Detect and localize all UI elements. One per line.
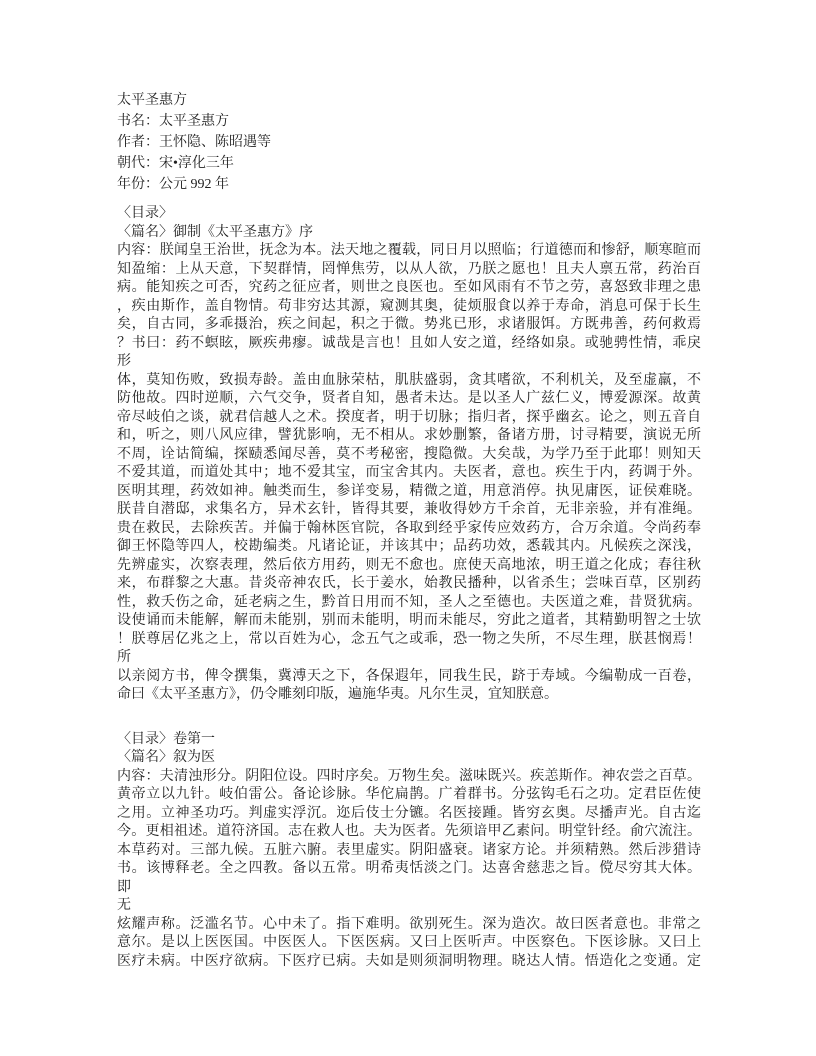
content-line: 炫耀声称。泛滥名节。心中未了。指下难明。欲别死生。深为造次。故曰医者意也。非常之 xyxy=(117,916,701,932)
content-line: 以亲阅方书，俾令撰集，冀溥天之下，各保遐年，同我生民，跻于寿域。今编勒成一百卷， xyxy=(117,668,701,684)
toc-label: 〈目录〉 xyxy=(117,206,173,221)
content-line: 防他故。四时逆顺，六气交争，贤者自知，愚者未达。是以圣人广兹仁义，博爱源深。故黄 xyxy=(117,391,701,406)
document-meta xyxy=(117,111,701,195)
content-line: 和，听之，则八风应律，譬犹影响，无不相从。求妙删繁，备诸方册，讨寻精要，演说无所 xyxy=(117,428,701,443)
document-title: 太平圣惠方 xyxy=(117,93,187,108)
content-line: 不周，诠诂简编，探赜悉闻尽善，莫不考秘密，搜隐微。大矣哉，为学乃至于此耶！则知天 xyxy=(117,446,701,462)
content-line: ？书曰：药不螟眩，厥疾弗瘳。诚哉是言也！且如人安之道，经络如泉。或驰骋性情，乖戾 xyxy=(117,335,701,351)
content-line: 所 xyxy=(117,650,131,665)
meta-line: 书名：太平圣惠方 xyxy=(117,114,229,129)
content-line: 先辨虚实，次察表理，然后依方用药，则无不愈也。庶使天高地浓，明王道之化成；春往秋 xyxy=(117,557,701,573)
content-line: ，疾由斯作，盖自物情。苟非穷达其源，窥测其奥，徒烦服食以养于寿命，消息可保于长生 xyxy=(117,298,701,314)
section-body xyxy=(117,242,701,705)
content-line: 知盈缩：上从天意，下契群情，罔惮焦劳，以从人欲，乃朕之愿也！且夫人禀五常，药治百 xyxy=(117,261,701,277)
section-body xyxy=(117,768,701,972)
content-line: 医疗未病。中医疗欲病。下医疗已病。夫如是则须洞明物理。晓达人情。悟造化之变通。定 xyxy=(117,953,701,969)
document-sections xyxy=(117,205,701,971)
content-line: 本草药对。三部九候。五脏六腑。表里虚实。阴阳盛衰。诸家方论。并须精熟。然后涉猎诗 xyxy=(117,842,701,858)
content-line: 无 xyxy=(117,898,131,913)
content-line: 之用。立神圣功巧。判虚实浮沉。迩后伎士分镳。名医接踵。皆穷玄奥。尽播声光。自古迄 xyxy=(117,805,701,821)
content-line: 贵在救民，去除疾苦。并偏于翰林医官院，各取到经乎家传应效药方，合万余道。令尚药奉 xyxy=(117,520,701,536)
text-section xyxy=(117,731,701,972)
chapter-label: 〈篇名〉御制《太平圣惠方》序 xyxy=(117,224,313,240)
content-line: 内容：朕闻皇王治世，抚念为本。法天地之覆载，同日月以照临；行道德而和惨舒，顺寒暄而 xyxy=(117,243,701,258)
content-line: 内容：夫清浊形分。阴阳位设。四时序矣。万物生矣。滋味既兴。疾恙斯作。神农尝之百草。 xyxy=(117,768,701,784)
content-line: 御王怀隐等四人，校勘编类。凡诸论证，并该其中；品药功效，悉载其内。凡候疾之深浅， xyxy=(117,539,701,554)
content-line: 朕昔自潜邸，求集名方，异术玄针，皆得其要，兼收得妙方千余首，无非亲验，并有准绳。 xyxy=(117,502,701,517)
content-line: 来，布群黎之大惠。昔炎帝神农氏，长于姜水，始教民播种，以省杀生；尝味百草，区别药 xyxy=(117,576,701,591)
content-line: 帝尽岐伯之谈，就君信越人之术。揆度者，明于切脉；指归者，探乎幽玄。论之，则五音自 xyxy=(117,409,701,425)
content-line: 黄帝立以九针。岐伯雷公。备论诊脉。华佗扁鹊。广着群书。分弦钩毛石之功。定君臣佐使 xyxy=(117,787,701,802)
text-section xyxy=(117,205,701,705)
toc-label: 〈目录〉卷第一 xyxy=(117,731,215,747)
content-line: 书。该博释老。全之四教。备以五常。明希夷恬淡之门。达喜舍慈悲之旨。傥尽穷其大体。 xyxy=(117,861,701,876)
document-header xyxy=(117,90,701,195)
content-line: 即 xyxy=(117,879,131,895)
content-line: 今。更相祖述。道符济国。志在救人也。夫为医者。先须谙甲乙素问。明堂针经。俞穴流注。 xyxy=(117,824,701,839)
meta-line: 年份：公元 992 年 xyxy=(117,177,229,192)
content-line: ！朕尊居亿兆之上，常以百姓为心，念五气之或乖，恐一物之失所，不尽生理，朕甚悯焉！ xyxy=(117,631,701,647)
content-line: 病。能知疾之可否，究药之征应者，则世之良医也。至如风雨有不节之劳，喜怒致非理之患 xyxy=(117,280,701,295)
meta-line: 朝代：宋•淳化三年 xyxy=(117,156,234,171)
content-line: 体，莫知伤败，致损寿龄。盖由血脉荣枯，肌肤盛弱，贪其嗜欲，不利机关，及至虚羸，不 xyxy=(117,372,701,388)
content-line: 设使诵而未能解，解而未能别，别而未能明，明而未能尽，穷此之道者，其精勤明智之士欤 xyxy=(117,613,701,628)
content-line: 矣，自古同，多乖摄治，疾之间起，积之于微。势兆已形，求诸服饵。方既弗善，药何救焉 xyxy=(117,317,701,332)
meta-line: 作者：王怀隐、陈昭遇等 xyxy=(117,135,271,150)
content-line: 医明其理，药效如神。触类而生，参详变易，精微之道，用意消停。执见庸医，证侯难晓。 xyxy=(117,483,701,499)
content-line: 命曰《太平圣惠方》，仍令雕刻印版，遍施华夷。凡尔生灵，宜知朕意。 xyxy=(117,687,558,702)
content-line: 意尔。是以上医医国。中医医人。下医医病。又曰上医听声。中医察色。下医诊脉。又曰上 xyxy=(117,935,701,950)
content-line: 不爱其道，而道处其中；地不爱其宝，而宝舍其内。夫医者，意也。疾生于内，药调于外。 xyxy=(117,465,701,480)
content-line: 性，救夭伤之命，延老病之生，黔首日用而不知，圣人之至德也。夫医道之难，昔贤犹病。 xyxy=(117,594,701,610)
content-line: 形 xyxy=(117,354,131,369)
chapter-label: 〈篇名〉叙为医 xyxy=(117,750,215,765)
